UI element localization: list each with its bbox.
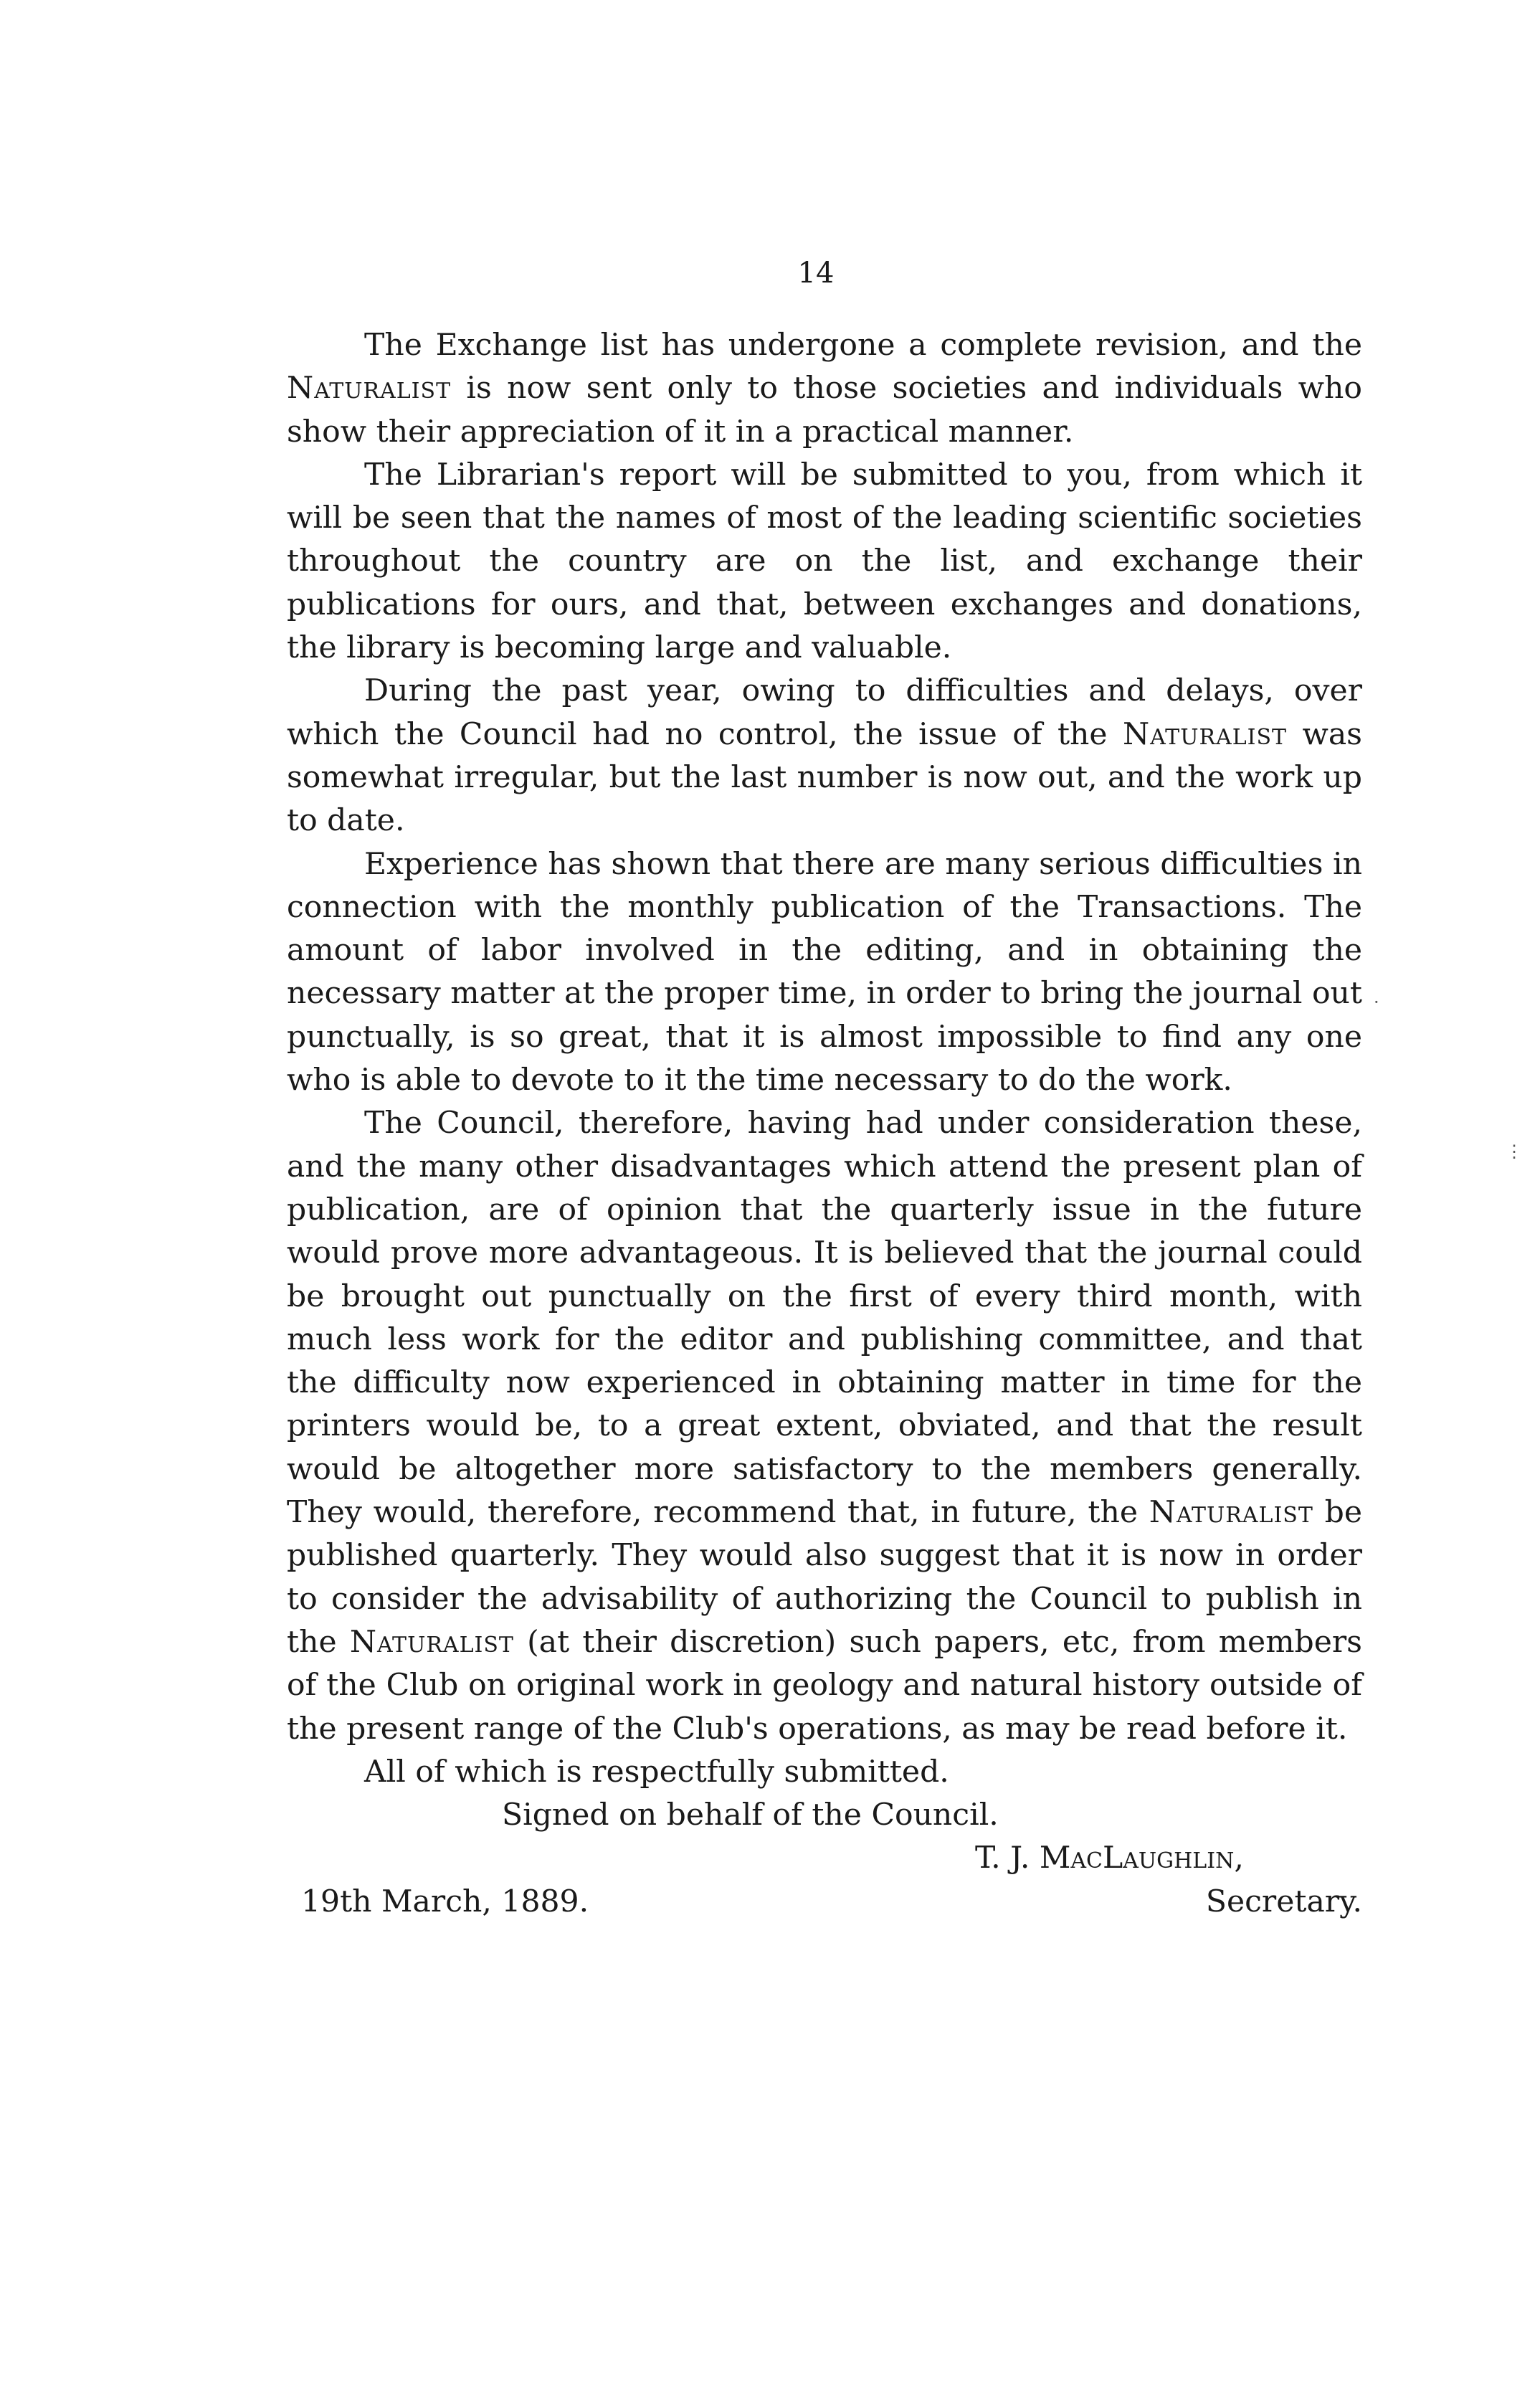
page-number: 14 (797, 257, 835, 290)
paragraph-librarian-report: The Librarian's report will be submitted to you, from which it will be seen that the names of most of the leading scientific societies throughout the country are on the list, and exchange their publications for ours, and that, between exchanges and donations, the library is becoming large and valuable. (287, 457, 1362, 666)
paragraph-exchange-list-text-1: The Exchange list has undergone a complete revision, and the (364, 328, 1362, 363)
paragraph-council-text-1: The Council, therefore, having had under consideration these, and the many other disadvantages which attend the present plan of publication, are of opinion that the quarterly issue in the future would prove more advantageous. It is believed that the journal could be brought out punctually on the first of every third month, with much less work for the editor and publishing committee, and that the difficulty now experienced in obtaining matter in time for the printers would be, to a great extent, obviated, and that the result would be altogether more satisfactory to the members generally. They would, therefore, recommend that, in future, the (287, 1106, 1362, 1531)
paragraph-council-text-2: be published quarterly. They would also suggest that it is now in order to consider the advisability of authorizing the Council to publish in the (287, 1495, 1362, 1660)
scan-edge-mark: ⋮ (1506, 1141, 1523, 1162)
naturalist-title: Naturalist (287, 371, 452, 407)
signer-name-text: T. J. MacLaughlin, (975, 1841, 1244, 1876)
closing-submitted: All of which is respectfully submitted. (364, 1754, 949, 1790)
signer-name (975, 1837, 1362, 1880)
scan-speck: · (1374, 992, 1379, 1012)
paragraph-exchange-list-text-2: is now sent only to those societies and individuals who show their appreciation of it in a practical manner. (287, 371, 1362, 450)
report-body (287, 324, 1362, 1924)
paragraph-exchange-list (287, 324, 1362, 454)
naturalist-title: Naturalist (349, 1624, 514, 1660)
paragraph-council-text-3: (at their discretion) such papers, etc, from members of the Club on original work in geology and natural history outside of the present range of the Club's operations, as may be read before it. (287, 1624, 1362, 1747)
paragraph-past-year (287, 670, 1362, 842)
report-date: 19th March, 1889. (301, 1884, 589, 1919)
paragraph-past-year-text-2: was somewhat irregular, but the last number is now out, and the work up to date. (287, 716, 1362, 839)
paragraph-council-recommendation (287, 1102, 1362, 1750)
paragraph-past-year-text-1: During the past year, owing to difficulties and delays, over which the Council had no control, the issue of the (287, 673, 1362, 752)
paragraph-experience: Experience has shown that there are many serious difficulties in connection with the monthly publication of the Transactions. The amount of labor involved in the editing, and in obtaining the necessary matter at the proper time, in order to bring the journal out punctually, is so great, that it is almost impossible to find any one who is able to devote to it the time necessary to do the work. (287, 846, 1362, 1098)
date-row (287, 1881, 1362, 1924)
naturalist-title: Naturalist (1122, 716, 1288, 752)
naturalist-title: Naturalist (1149, 1495, 1313, 1531)
signer-title: Secretary. (1205, 1884, 1362, 1919)
signer-row (287, 1837, 1362, 1880)
signed-line: Signed on behalf of the Council. (502, 1797, 999, 1833)
